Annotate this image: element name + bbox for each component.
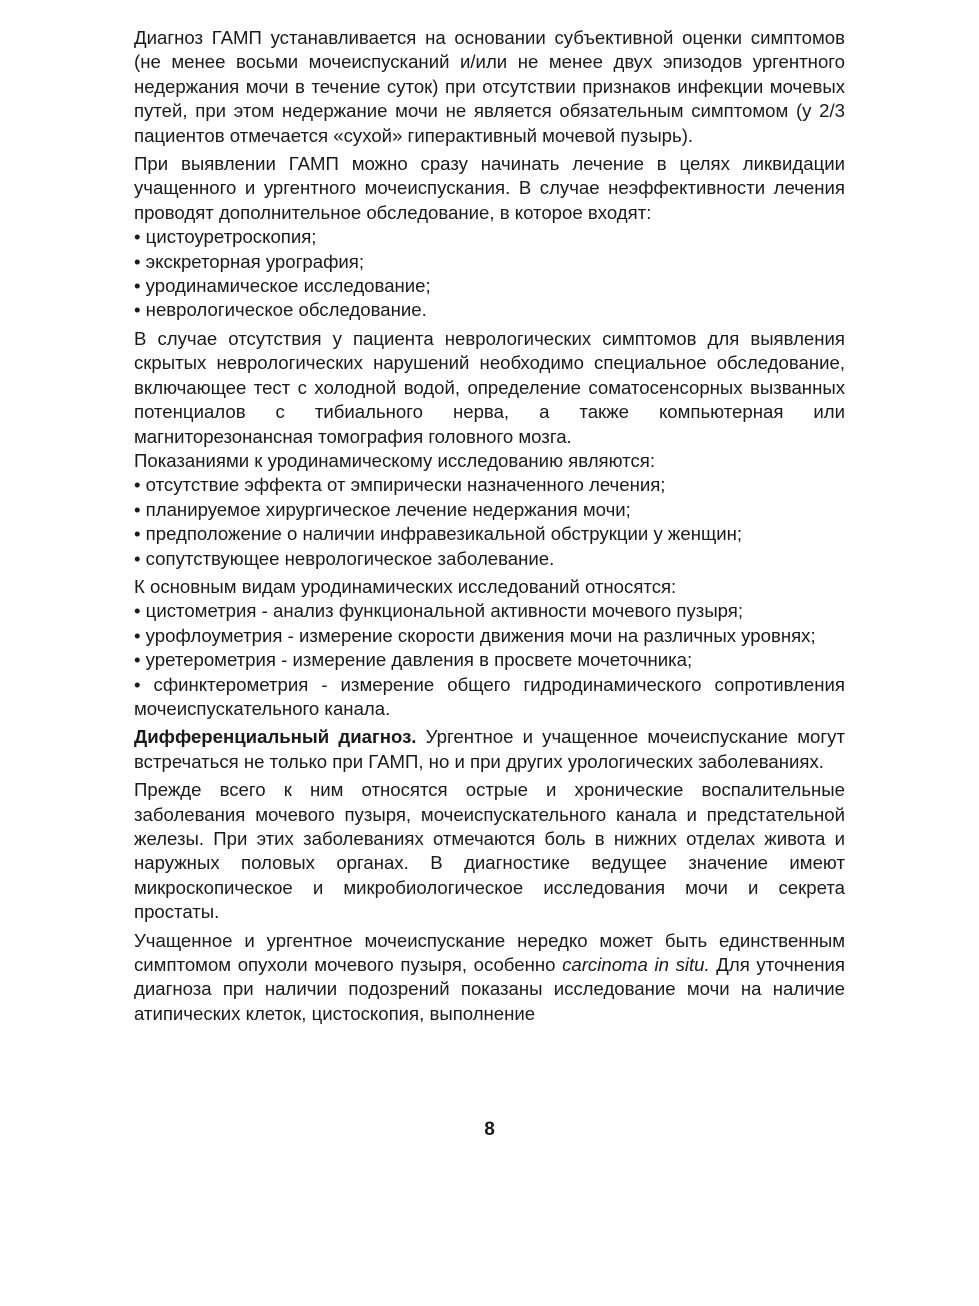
paragraph-study-types-heading: К основным видам уродинамических исследований относятся: [134, 575, 677, 597]
paragraph-treatment: При выявлении ГАМП можно сразу начинать лечение в целях ликвидации учащенного и ургентного мочеиспускания. В случае неэффективности лечения проводят дополнительное обследование, в которое входят: [134, 153, 845, 223]
paragraph-differential-diagnosis [134, 725, 845, 774]
paragraph-text: Для уточнения диагноза при наличии подозрений показаны исследование мочи на наличие атипических клеток, цистоскопия, выполнение [134, 954, 845, 1024]
paragraph-text: Ургентное и учащенное мочеиспускание могут встречаться не только при ГАМП, но и при других урологических заболеваниях. [134, 726, 845, 772]
list-item: • уродинамическое исследование; [134, 275, 431, 297]
list-item: • сопутствующее неврологическое заболевание. [134, 547, 555, 569]
list-item: • урофлоуметрия - измерение скорости движения мочи на различных уровнях; [134, 624, 816, 646]
list-item: • неврологическое обследование. [134, 299, 427, 321]
paragraph-tumor [134, 929, 845, 1027]
paragraph-diagnosis: Диагноз ГАМП устанавливается на основании субъективной оценки симптомов (не менее восьми мочеиспусканий и/или не менее двух эпизодов ургентного недержания мочи в течение суток) при отсутствии признаков инфекции мочевых путей, при этом недержание мочи не является обязательным симптомом (у 2/3 пациентов отмечается «сухой» гиперактивный мочевой пузырь). [134, 27, 845, 146]
list-item: • планируемое хирургическое лечение недержания мочи; [134, 498, 631, 520]
list-item: • цистометрия - анализ функциональной активности мочевого пузыря; [134, 600, 744, 622]
paragraph-indications-heading: Показаниями к уродинамическому исследованию являются: [134, 449, 655, 471]
list-item: • отсутствие эффекта от эмпирически назначенного лечения; [134, 474, 666, 496]
list-examinations [134, 225, 845, 323]
list-indications [134, 473, 845, 571]
list-item: • экскреторная урография; [134, 250, 364, 272]
list-item: • цистоуретроскопия; [134, 226, 317, 248]
list-item: • уретерометрия - измерение давления в просвете мочеточника; [134, 649, 693, 671]
page-number: 8 [484, 1119, 495, 1140]
paragraph-inflammatory: Прежде всего к ним относятся острые и хронические воспалительные заболевания мочевого пузыря, мочеиспускательного канала и предстательной железы. При этих заболеваниях отмечаются боль в нижних отделах живота и наружных половых органах. В диагностике ведущее значение имеют микроскопическое и микробиологическое исследования мочи и секрета простаты. [134, 779, 845, 923]
paragraph-text: Учащенное и ургентное мочеиспускание нередко может быть единственным симптомом опухоли мочевого пузыря, особенно [134, 929, 845, 976]
list-item: • сфинктерометрия - измерение общего гидродинамического сопротивления мочеиспускательного канала. [134, 673, 845, 719]
list-study-types [134, 599, 845, 721]
section-heading: Дифференциальный диагноз. [134, 726, 417, 748]
paragraph-neurological: В случае отсутствия у пациента неврологических симптомов для выявления скрытых неврологических нарушений необходимо специальное обследование, включающее тест с холодной водой, определение соматосенсорных вызванных потенциалов с тибиального нерва, а также компьютерная или магниторезонансная томография головного мозга. [134, 327, 845, 447]
list-item: • предположение о наличии инфравезикальной обструкции у женщин; [134, 523, 743, 545]
document-page [134, 26, 845, 1026]
latin-term: carcinoma in situ. [562, 954, 710, 976]
